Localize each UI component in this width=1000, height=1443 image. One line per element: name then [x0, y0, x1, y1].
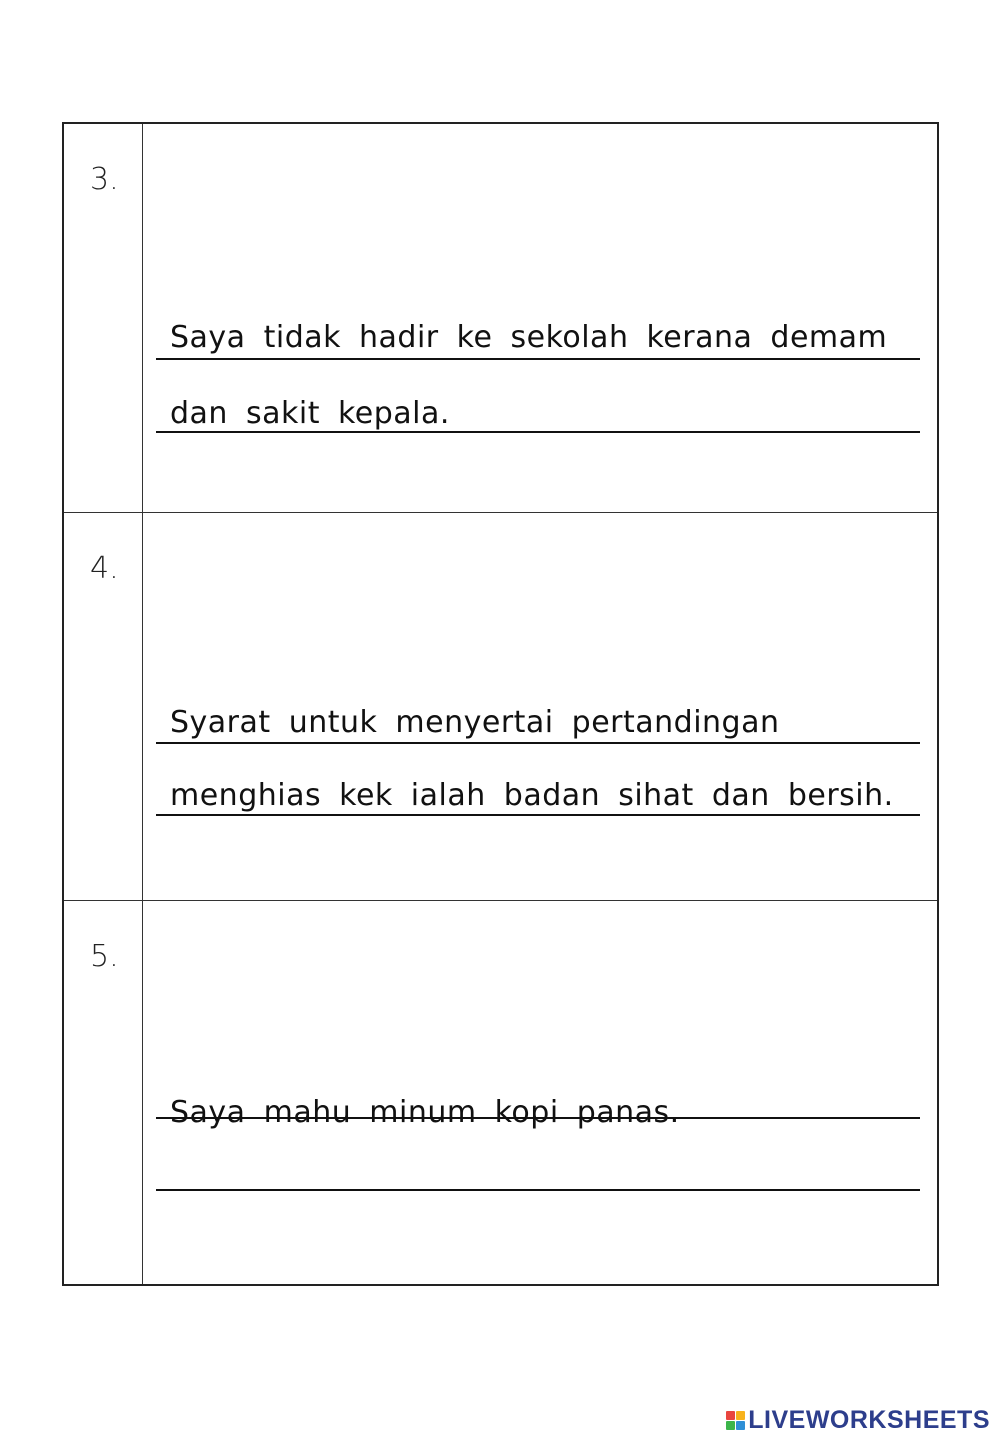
question-row-5 — [64, 900, 937, 1288]
question-number: 5. — [90, 939, 119, 974]
answer-line-2[interactable] — [156, 431, 920, 433]
answer-line-2[interactable] — [156, 1189, 920, 1191]
worksheet-table — [62, 122, 939, 1286]
answer-text-line-2: dan sakit kepala. — [170, 396, 450, 431]
logo-blocks-icon — [726, 1411, 745, 1430]
answer-line-1[interactable] — [156, 1117, 920, 1119]
answer-line-1[interactable] — [156, 358, 920, 360]
answer-line-2[interactable] — [156, 814, 920, 816]
question-number: 4. — [90, 551, 119, 586]
answer-text-line-1: Saya mahu minum kopi panas. — [170, 1095, 680, 1130]
answer-line-1[interactable] — [156, 742, 920, 744]
question-row-4 — [64, 512, 937, 900]
brand-name: LIVEWORKSHEETS — [748, 1406, 990, 1434]
answer-text-line-1: Syarat untuk menyertai pertandingan — [170, 705, 780, 740]
question-row-3 — [64, 124, 937, 512]
answer-text-line-2: menghias kek ialah badan sihat dan bersih. — [170, 778, 894, 813]
liveworksheets-logo[interactable] — [726, 1406, 990, 1435]
question-number: 3. — [90, 162, 119, 197]
answer-text-line-1: Saya tidak hadir ke sekolah kerana demam — [170, 320, 888, 355]
